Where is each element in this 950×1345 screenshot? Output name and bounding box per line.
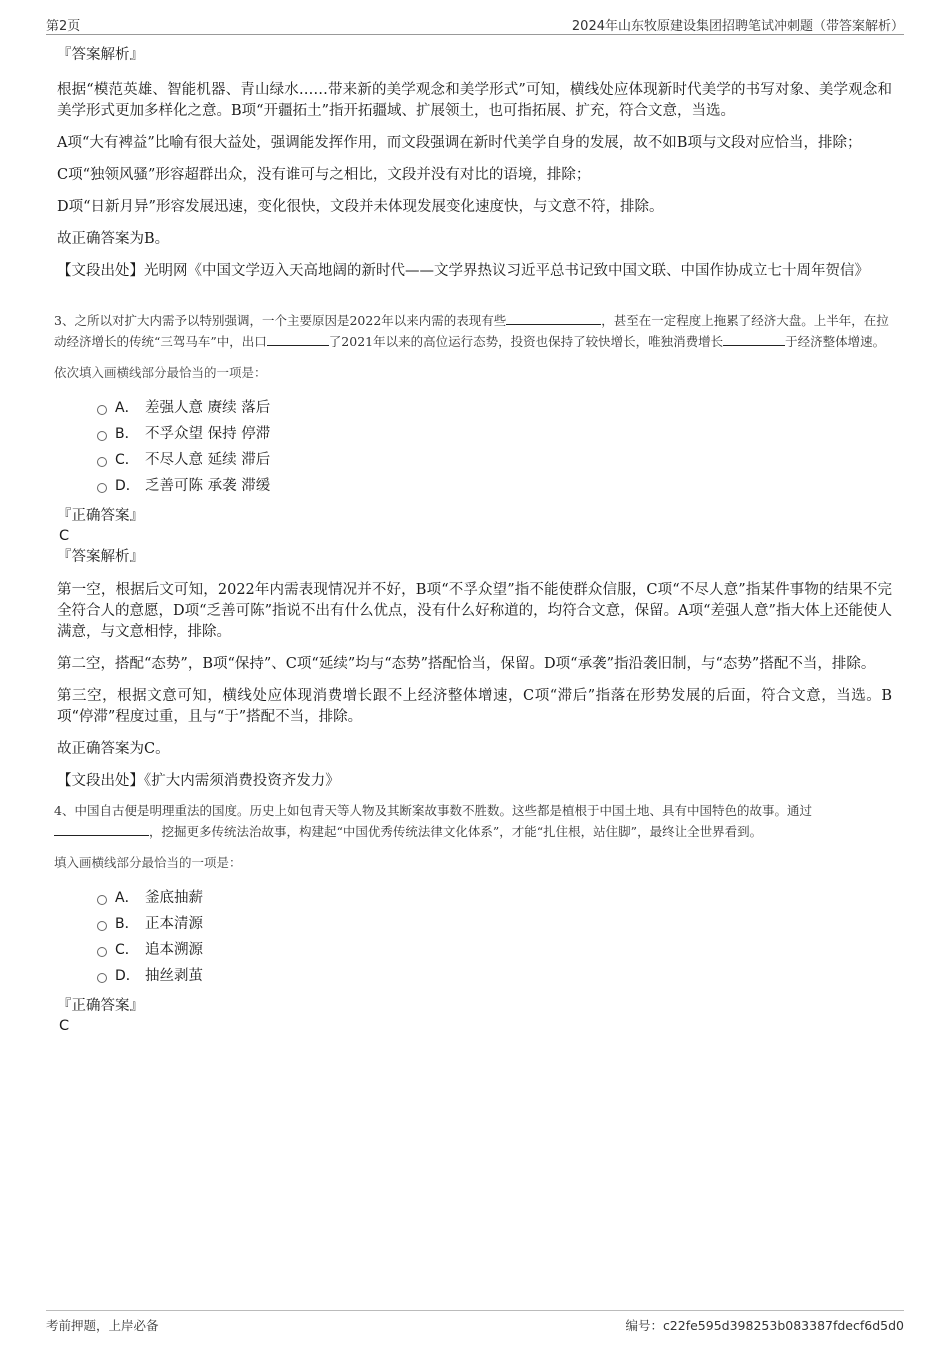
option-c[interactable]: C． 不尽人意 延续 滞后	[97, 447, 892, 473]
analysis-paragraph: C项“独领风骚”形容超群出众，没有谁可与之相比，文段并没有对比的语境，排除；	[57, 167, 591, 183]
radio-button[interactable]	[97, 895, 107, 905]
correct-answer-label: 『正确答案』	[57, 508, 144, 524]
page-footer	[46, 1310, 904, 1336]
analysis-paragraph: A项“大有裨益”比喻有很大益处，强调能发挥作用，而文段强调在新时代美学自身的发展，故不如B项与文段对应恰当，排除；	[57, 135, 862, 151]
radio-button[interactable]	[97, 947, 107, 957]
correct-answer: C	[59, 1018, 70, 1034]
question-4-options	[97, 885, 892, 989]
document-body	[54, 44, 892, 1036]
radio-button[interactable]	[97, 483, 107, 493]
correct-answer: C	[59, 528, 70, 544]
option-b[interactable]: B． 正本清源	[97, 911, 892, 937]
radio-button[interactable]	[97, 973, 107, 983]
analysis-paragraph: D项“日新月异”形容发展迅速，变化很快，文段并未体现发展变化速度快，与文意不符，排除。	[57, 199, 664, 215]
question-text: 4、中国自古便是明理重法的国度。历史上如包青天等人物及其断案故事数不胜数。这些都是植根于中国土地、具有中国特色的故事。通过	[54, 803, 812, 818]
analysis-paragraph: 第一空，根据后文可知，2022年内需表现情况并不好，B项“不孚众望”指不能使群众信服，C项“不尽人意”指某件事物的结果不完全符合人的意愿，D项“乏善可陈”指说不出有什么优点，没有什么好称道的，均符合文意，保留。A项“差强人意”指大体上还能使人满意，与文意相悖，排除。	[57, 582, 892, 640]
analysis-paragraph: 根据“模范英雄、智能机器、青山绿水……带来新的美学观念和美学形式”可知，横线处应体现新时代美学的书写对象、美学观念和美学形式更加多样化之意。B项“开疆拓土”指开拓疆域、扩展领土，也可指拓展、扩充，符合文意，当选。	[57, 82, 892, 119]
analysis-label: 『答案解析』	[57, 47, 144, 63]
radio-button[interactable]	[97, 405, 107, 415]
source-citation: 【文段出处】《扩大内需须消费投资齐发力》	[57, 773, 340, 789]
radio-button[interactable]	[97, 921, 107, 931]
analysis-paragraph: 第二空，搭配“态势”，B项“保持”、C项“延续”均与“态势”搭配恰当，保留。D项“承袭”指沿袭旧制，与“态势”搭配不当，排除。	[57, 656, 876, 672]
fill-blank	[506, 310, 601, 325]
analysis-conclusion: 故正确答案为C。	[57, 741, 170, 757]
analysis-paragraph: 第三空，根据文意可知，横线处应体现消费增长跟不上经济整体增速，C项“滞后”指落在形势发展的后面，符合文意，当选。B项“停滞”程度过重，且与“于”搭配不当，排除。	[57, 688, 892, 725]
question-text: ，挖掘更多传统法治故事，构建起“中国优秀传统法律文化体系”，才能“扎住根，站住脚”，最终让全世界看到。	[149, 824, 763, 839]
fill-blank	[54, 821, 149, 836]
option-d[interactable]: D． 抽丝剥茧	[97, 963, 892, 989]
question-4-stem	[54, 800, 892, 842]
radio-button[interactable]	[97, 457, 107, 467]
page-number: 第2页	[46, 19, 81, 34]
fill-blank	[267, 331, 329, 346]
question-text: ，甚至在一定程度上拖累了经济大盘。上半年，在拉动经济增长的传统“三驾马车”中，出口	[54, 313, 889, 349]
option-d[interactable]: D． 乏善可陈 承袭 滞缓	[97, 473, 892, 499]
question-text: 于经济整体增速。	[785, 334, 886, 349]
document-id: 编号：c22fe595d398253b083387fdecf6d5d0	[625, 1318, 904, 1333]
fill-blank	[723, 331, 785, 346]
question-text: 了2021年以来的高位运行态势，投资也保持了较快增长，唯独消费增长	[328, 334, 724, 349]
question-4-prompt: 填入画横线部分最恰当的一项是：	[54, 855, 242, 870]
option-a[interactable]: A． 差强人意 赓续 落后	[97, 395, 892, 421]
source-citation: 【文段出处】光明网《中国文学迈入天高地阔的新时代——文学界热议习近平总书记致中国文联、中国作协成立七十周年贺信》	[57, 263, 869, 279]
question-3-stem	[54, 310, 892, 352]
correct-answer-label: 『正确答案』	[57, 998, 144, 1014]
page-header	[46, 12, 904, 35]
option-a[interactable]: A． 釜底抽薪	[97, 885, 892, 911]
analysis-label: 『答案解析』	[57, 549, 144, 565]
question-text: 3、之所以对扩大内需予以特别强调，一个主要原因是2022年以来内需的表现有些	[54, 313, 507, 328]
option-b[interactable]: B． 不孚众望 保持 停滞	[97, 421, 892, 447]
document-title: 2024年山东牧原建设集团招聘笔试冲刺题（带答案解析）	[571, 19, 904, 34]
question-3-prompt: 依次填入画横线部分最恰当的一项是：	[54, 365, 267, 380]
analysis-conclusion: 故正确答案为B。	[57, 231, 170, 247]
radio-button[interactable]	[97, 431, 107, 441]
footer-slogan: 考前押题，上岸必备	[46, 1318, 159, 1333]
question-3-options	[97, 395, 892, 499]
option-c[interactable]: C． 追本溯源	[97, 937, 892, 963]
